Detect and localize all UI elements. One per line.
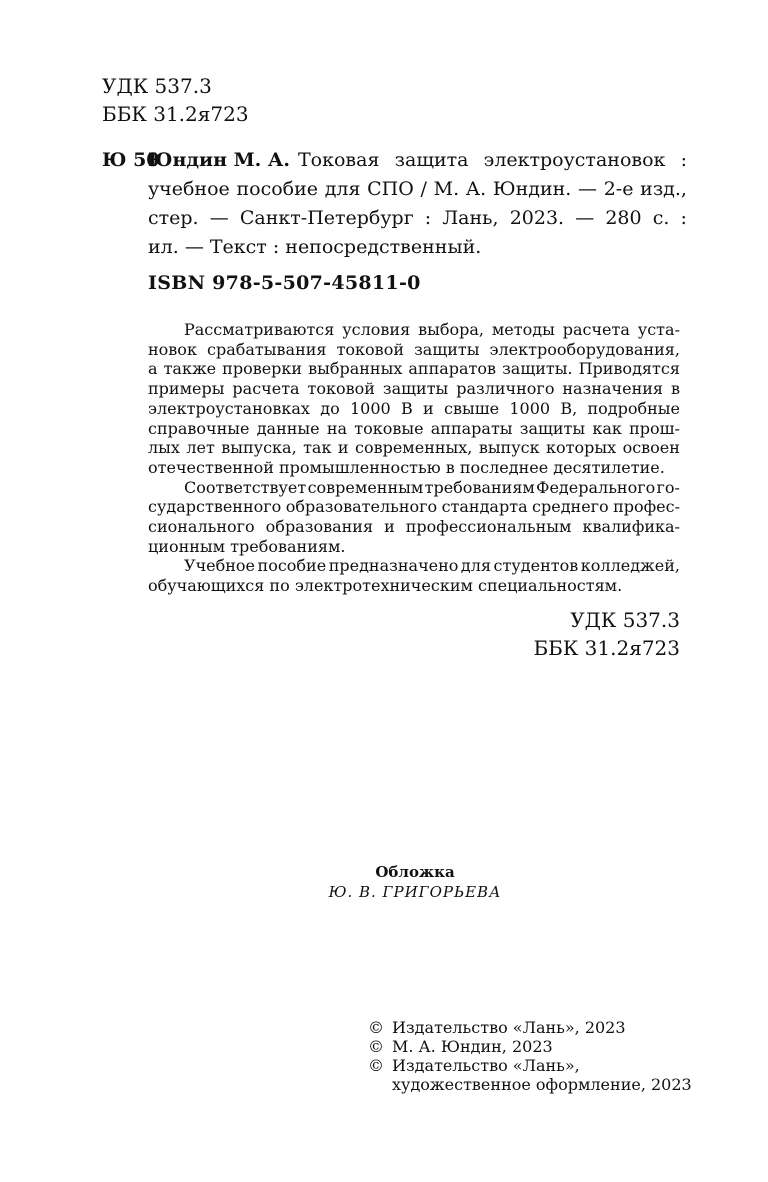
word: изд., [640,178,687,200]
word: Соответствует [184,477,307,497]
copyright-line [368,1018,692,1037]
annotation-line [148,497,680,517]
word: выпуска, [221,438,297,458]
annotation-line [148,320,680,340]
word: лет [186,438,215,458]
word: А. [465,178,487,200]
copyright-block [368,1018,692,1094]
catalog-line [148,175,687,204]
cover-label: Обложка [375,863,455,881]
annotation-line [148,438,680,458]
copyright-line [368,1037,692,1056]
annotation-line [148,537,680,557]
word: студентов [493,556,579,576]
word: защиты [519,418,586,438]
word: обучающихся по электротехническим специальностям. [148,576,623,596]
word: ционным требованиям. [148,536,346,556]
word: Рассматриваются [184,320,335,339]
word: современных, [354,438,473,458]
word: с. [652,207,670,229]
author-name: Юндин М. А. [148,149,290,171]
word: — [575,207,595,229]
word: Санкт-Петербург [239,207,414,229]
catalog-record [102,146,687,262]
bbk-code: ББК 31.2я723 [102,102,249,126]
word: электроустановок [483,149,666,171]
classification-codes-bottom [533,606,680,662]
annotation-paragraph [148,320,680,478]
word: колледжей, [580,556,680,576]
word: так [303,438,332,458]
word: 2-е [603,178,634,200]
word: квалифика- [582,517,680,537]
word: 280 [605,207,642,229]
annotation [148,320,680,596]
word: электрооборудования, [489,339,680,359]
word: электроустановках [148,398,310,418]
word: го- [656,477,680,497]
copyright-text: Издательство «Лань», [392,1056,580,1075]
word: сионального [148,517,255,537]
word: защита [394,149,469,171]
word: до [320,398,340,418]
cover-credit [0,862,768,902]
word: методы [491,320,555,339]
word: 2023. [509,207,565,229]
catalog-description [148,146,687,262]
word: подробные [587,398,680,418]
word: на [326,418,348,438]
word: и [384,517,395,537]
word: назначения [562,379,663,399]
word: В [401,398,413,418]
copyright-symbol: © [368,1018,384,1037]
word: аппараты [430,418,513,438]
copyright-symbol: © [368,1037,384,1056]
word: : [424,207,432,229]
word: защиты [414,339,480,359]
annotation-line [148,458,680,478]
word: сударственного [148,497,282,517]
word: профес- [613,497,680,517]
word: защиты [382,379,449,399]
word: / [420,178,427,200]
word: : [680,149,687,171]
word: проверки [222,359,303,379]
word: пособие [257,556,327,576]
word: справочные [148,418,250,438]
catalog-line [148,233,687,262]
annotation-line [148,517,680,537]
word: лых [148,438,180,458]
copyright-text: Издательство «Лань», 2023 [392,1018,626,1037]
word: требованиям [424,477,535,497]
word: В, [560,398,578,418]
word: срабатывания [207,339,327,359]
word: токовой [336,339,404,359]
word: а [148,359,158,379]
word: : [680,207,687,229]
annotation-line [148,556,680,576]
word: для [460,556,492,576]
word: Лань, [442,207,499,229]
classification-codes-top [102,72,249,128]
word: Учебное [184,556,256,576]
word: прош- [629,418,680,438]
annotation-paragraph [148,478,680,557]
word: выпуск [478,438,540,458]
word: СПО [367,178,414,200]
word: различного [456,379,555,399]
word: пособие [236,178,318,200]
word: ил. — Текст : непосредственный. [148,236,482,258]
word: среднего [532,497,609,517]
word: освоен [622,438,680,458]
copyright-line: художественное оформление, 2023 [392,1075,692,1094]
copyright-symbol: © [368,1056,384,1075]
word: токовые [354,418,424,438]
word: профессиональным [405,517,572,537]
word: Приводятся [578,359,680,379]
annotation-line [148,576,680,596]
word: примеры [148,379,225,399]
word: — [578,178,598,200]
word: выбора, [418,320,484,339]
word: расчета [562,320,630,339]
word: и [423,398,434,418]
word: и [337,438,349,458]
udk-code: УДК 537.3 [570,608,680,632]
word: свыше [444,398,500,418]
word: защиты. [502,359,573,379]
word: образования [265,517,374,537]
word: токовой [307,379,375,399]
annotation-paragraph [148,556,680,595]
annotation-line [148,478,680,498]
word: как [592,418,622,438]
copyright-line [368,1056,692,1075]
word: 1000 [509,398,551,418]
annotation-line [148,419,680,439]
title-words [298,146,687,175]
word: учебное [148,178,230,200]
word: Федерального [536,477,656,497]
bbk-code: ББК 31.2я723 [533,636,680,660]
word: в [670,379,680,399]
word: расчета [232,379,300,399]
word: данные [256,418,320,438]
author-mark: Ю 50 [102,149,160,171]
isbn: ISBN 978-5-507-45811-0 [148,272,421,294]
word: стандарта [441,497,528,517]
word: для [324,178,361,200]
copyright-text: М. А. Юндин, 2023 [392,1037,553,1056]
word: — [209,207,229,229]
word: новок [148,339,197,359]
word: 1000 [350,398,391,418]
word: отечественной промышленностью в последнее десятилетие. [148,457,665,477]
word: уста- [637,320,680,339]
word: современным [307,477,424,497]
annotation-line [148,340,680,360]
word: Токовая [298,149,380,171]
word: стер. [148,207,199,229]
word: предназначено [328,556,459,576]
annotation-line [148,359,680,379]
word: аппаратов [408,359,497,379]
catalog-line [148,204,687,233]
annotation-line [148,399,680,419]
word: образовательного [285,497,438,517]
word: также [163,359,217,379]
word: которых [546,438,617,458]
annotation-line [148,379,680,399]
word: условия [342,320,411,339]
catalog-line [148,146,687,175]
word: выбранных [308,359,403,379]
cover-designer: Ю. В. ГРИГОРЬЕВА [328,883,502,901]
word: М. [433,178,460,200]
word: Юндин. [492,178,572,200]
udk-code: УДК 537.3 [102,74,212,98]
